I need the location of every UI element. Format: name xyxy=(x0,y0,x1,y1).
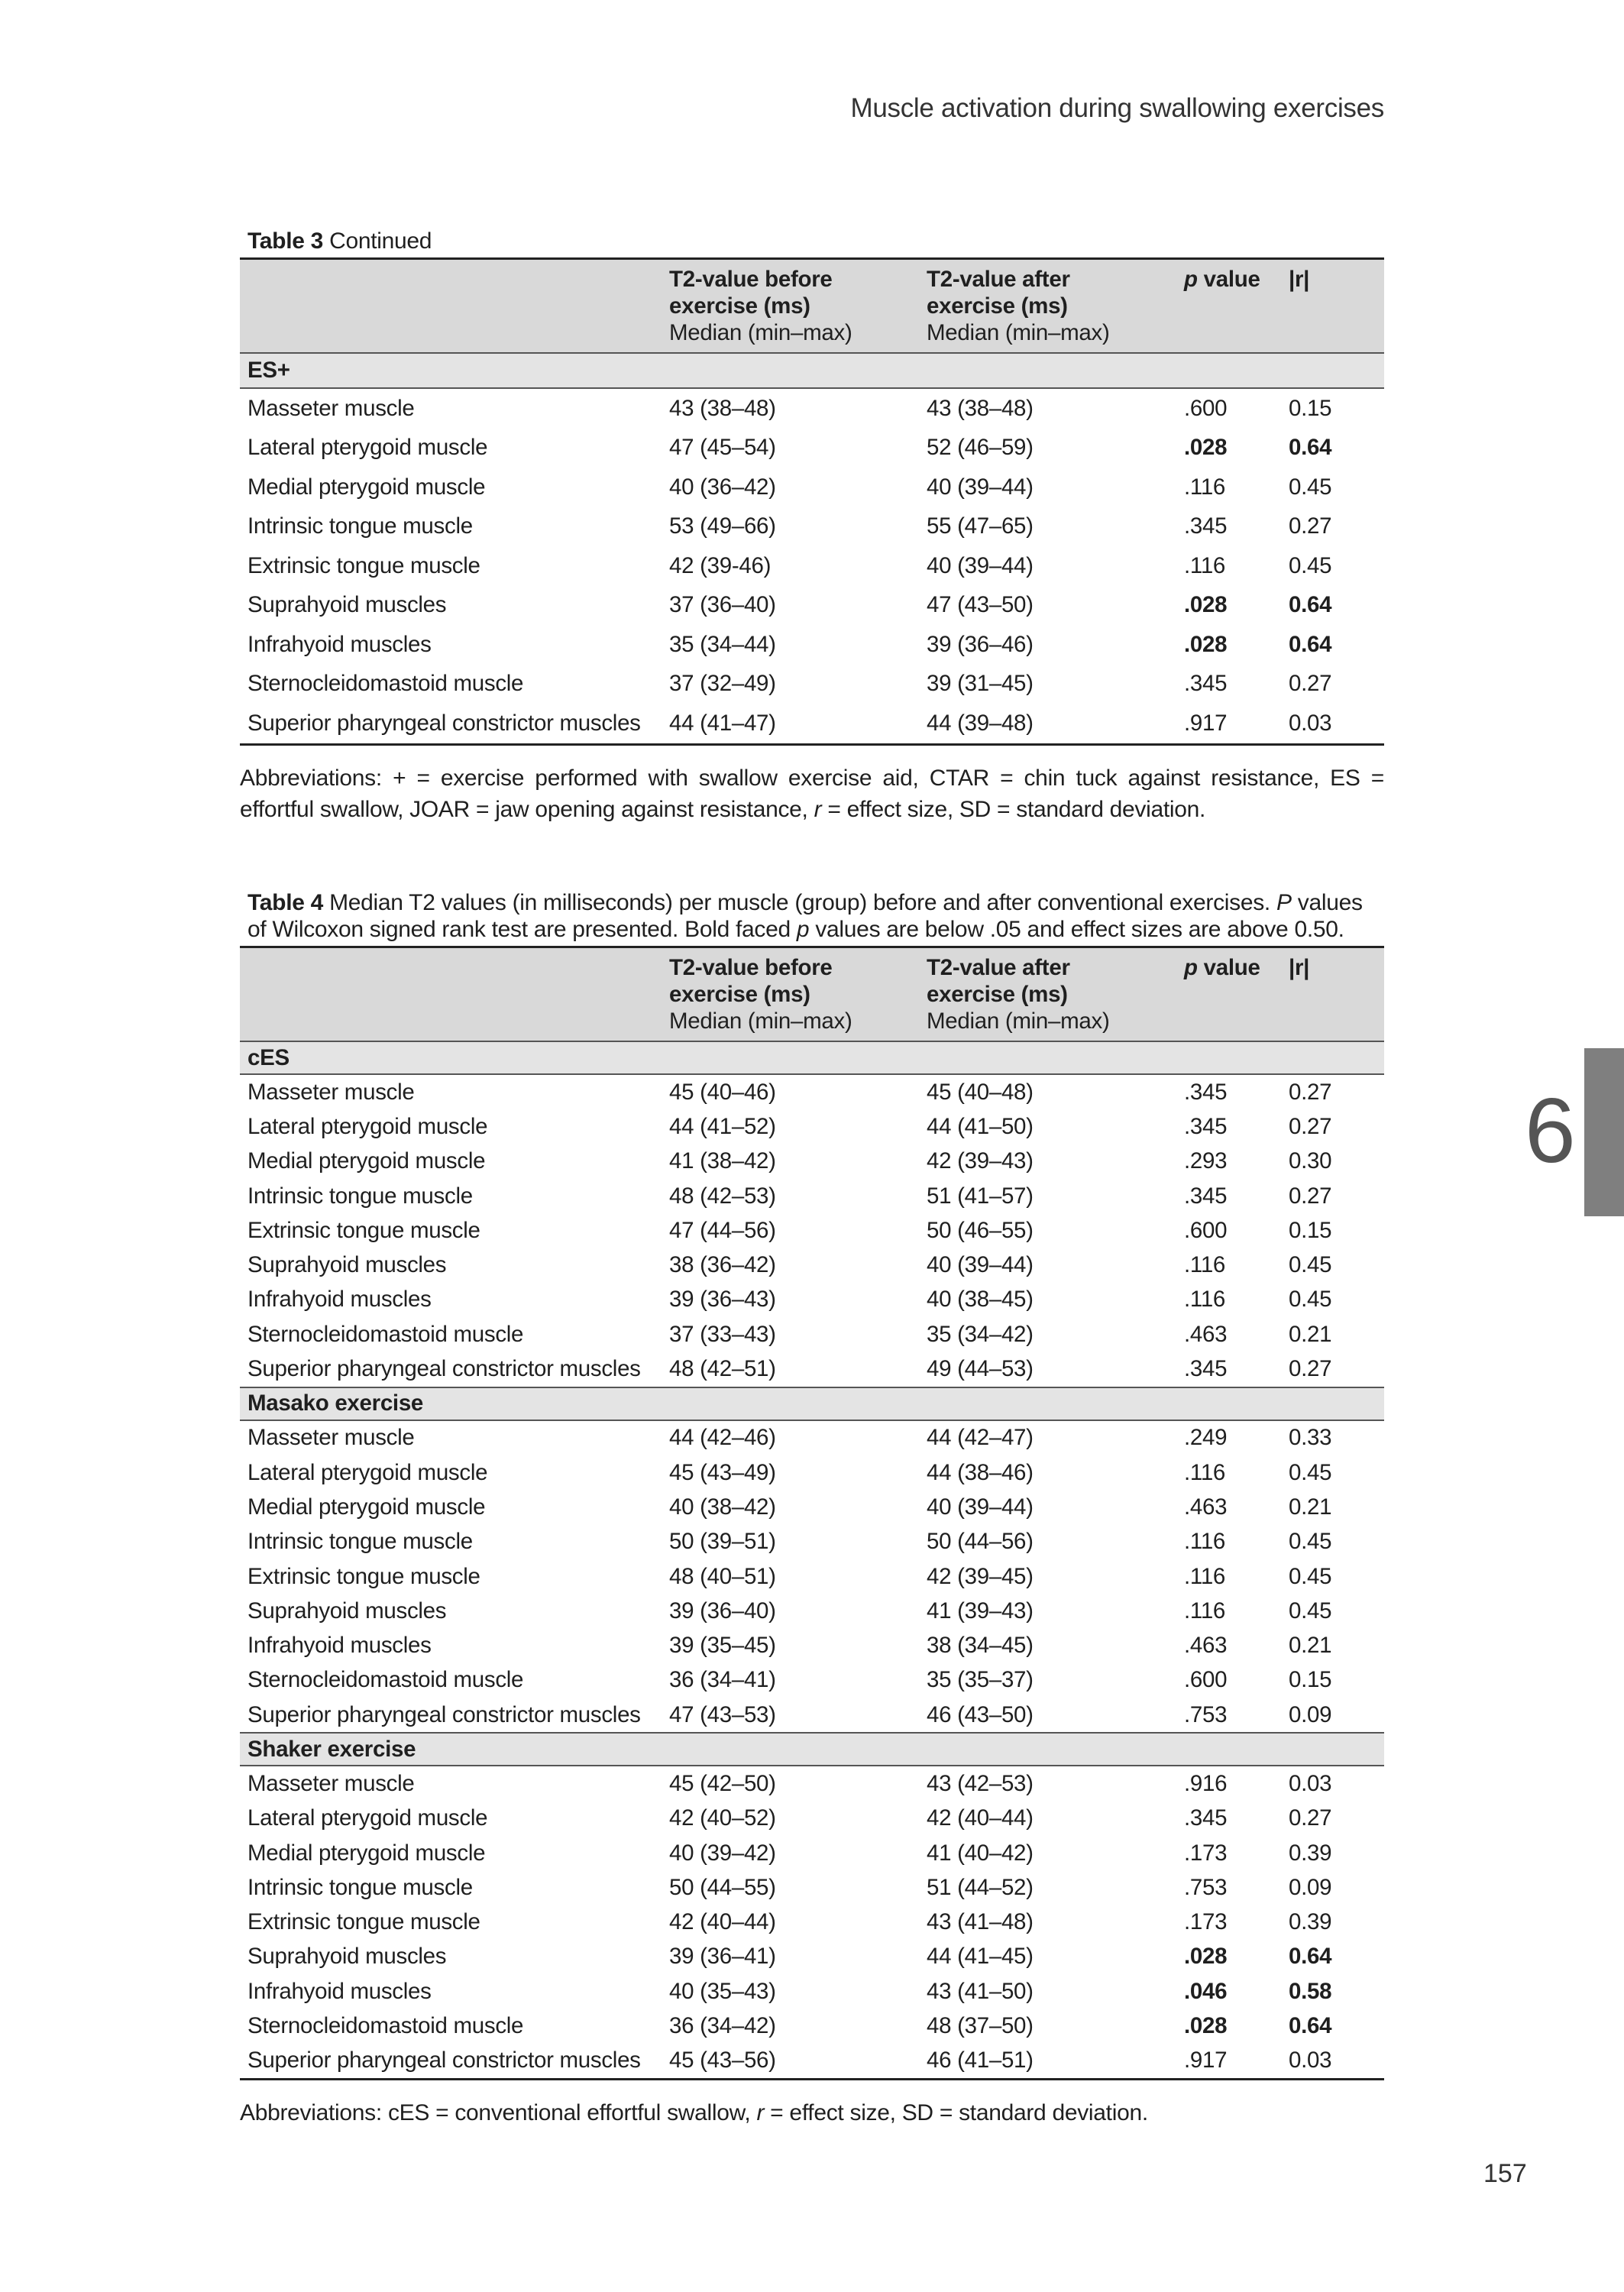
table-row xyxy=(240,1179,1384,1213)
cell-p-value: .753 xyxy=(1184,1701,1228,1727)
cell-muscle: Intrinsic tongue muscle xyxy=(247,1529,473,1555)
cell-effect-size: 0.09 xyxy=(1289,1874,1332,1900)
cell-muscle: Lateral pterygoid muscle xyxy=(247,1459,488,1485)
cell-after: 43 (41–48) xyxy=(927,1909,1034,1935)
cell-effect-size: 0.27 xyxy=(1289,1079,1332,1105)
cell-before: 40 (39–42) xyxy=(669,1840,776,1866)
group-label: Shaker exercise xyxy=(240,1733,1384,1766)
table-row xyxy=(240,388,1384,429)
cell-p-value: .116 xyxy=(1184,552,1226,578)
cell-after: 43 (41–50) xyxy=(927,1978,1034,2004)
cell-effect-size: 0.03 xyxy=(1289,1770,1332,1796)
table-row xyxy=(240,1213,1384,1248)
cell-effect-size: 0.03 xyxy=(1281,2044,1384,2080)
cell-after: 51 (44–52) xyxy=(927,1874,1034,1900)
cell-before: 42 (39-46) xyxy=(669,552,772,578)
cell-before: 40 (36–42) xyxy=(669,474,776,500)
cell-muscle: Superior pharyngeal constrictor muscles xyxy=(240,2044,662,2080)
table-4-abbreviations: Abbreviations: cES = conventional effortful swallow, r = effect size, SD = standard deviation. xyxy=(240,2100,1148,2126)
cell-p-value: .028 xyxy=(1184,2013,1228,2039)
cell-before: 53 (49–66) xyxy=(669,513,776,539)
table-row xyxy=(240,665,1384,704)
cell-muscle: Sternocleidomastoid muscle xyxy=(247,1321,524,1347)
cell-after: 44 (39–48) xyxy=(919,704,1176,744)
table-row xyxy=(240,625,1384,665)
cell-effect-size: 0.21 xyxy=(1289,1494,1332,1520)
cell-after: 40 (39–44) xyxy=(927,1494,1034,1520)
cell-p-value: .916 xyxy=(1184,1770,1228,1796)
cell-p-value: .917 xyxy=(1176,704,1281,744)
cell-effect-size: 0.64 xyxy=(1289,631,1332,657)
cell-after: 42 (39–45) xyxy=(927,1563,1034,1589)
header-p-value: p value xyxy=(1176,947,1281,1042)
table-row xyxy=(240,1559,1384,1594)
table-row xyxy=(240,1490,1384,1524)
chapter-number: 6 xyxy=(1525,1080,1576,1182)
table-row xyxy=(240,1698,1384,1733)
cell-after: 44 (41–50) xyxy=(927,1113,1034,1139)
cell-after: 40 (39–44) xyxy=(927,474,1034,500)
cell-after: 40 (39–44) xyxy=(927,552,1034,578)
cell-before: 37 (32–49) xyxy=(669,671,776,697)
cell-before: 37 (36–40) xyxy=(669,592,776,618)
cell-effect-size: 0.27 xyxy=(1289,513,1332,539)
table-4-header-row xyxy=(240,947,1384,1042)
table-row xyxy=(240,1663,1384,1698)
cell-muscle: Infrahyoid muscles xyxy=(247,631,432,657)
group-label: cES xyxy=(240,1041,1384,1074)
cell-p-value: .116 xyxy=(1184,1252,1226,1278)
cell-muscle: Intrinsic tongue muscle xyxy=(247,513,473,539)
table-row xyxy=(240,1594,1384,1628)
cell-before: 42 (40–44) xyxy=(669,1909,776,1935)
table-row xyxy=(240,1144,1384,1179)
cell-after: 40 (38–45) xyxy=(927,1287,1034,1313)
cell-muscle: Extrinsic tongue muscle xyxy=(247,1563,480,1589)
table-3-caption-text: Continued xyxy=(323,228,432,254)
cell-p-value: .173 xyxy=(1184,1840,1228,1866)
cell-effect-size: 0.33 xyxy=(1289,1425,1332,1451)
table-3-label: Table 3 xyxy=(247,228,324,254)
cell-effect-size: 0.21 xyxy=(1289,1633,1332,1659)
cell-after: 40 (39–44) xyxy=(927,1252,1034,1278)
group-label: ES+ xyxy=(240,353,1384,388)
table-row xyxy=(240,1802,1384,1836)
cell-after: 38 (34–45) xyxy=(927,1633,1034,1659)
table-row xyxy=(240,1940,1384,1974)
cell-effect-size: 0.64 xyxy=(1289,1944,1332,1970)
cell-before: 39 (36–43) xyxy=(669,1287,776,1313)
cell-before: 45 (40–46) xyxy=(669,1079,776,1105)
cell-after: 43 (42–53) xyxy=(927,1770,1034,1796)
table-row xyxy=(240,1283,1384,1317)
cell-muscle: Intrinsic tongue muscle xyxy=(247,1183,473,1209)
cell-muscle: Suprahyoid muscles xyxy=(247,1944,447,1970)
cell-muscle: Masseter muscle xyxy=(247,1425,415,1451)
table-row xyxy=(240,1974,1384,2009)
cell-after: 39 (36–46) xyxy=(927,631,1034,657)
cell-p-value: .116 xyxy=(1184,1598,1226,1624)
cell-effect-size: 0.21 xyxy=(1289,1321,1332,1347)
running-head: Muscle activation during swallowing exercises xyxy=(850,93,1384,123)
cell-muscle: Masseter muscle xyxy=(247,1079,415,1105)
cell-before: 36 (34–42) xyxy=(669,2013,776,2039)
header-effect-size: |r| xyxy=(1281,947,1384,1042)
table-3-body xyxy=(240,353,1384,744)
table-row xyxy=(240,507,1384,547)
group-row xyxy=(240,1041,1384,1074)
cell-effect-size: 0.15 xyxy=(1289,1667,1332,1693)
cell-p-value: .917 xyxy=(1176,2044,1281,2080)
table-row xyxy=(240,1905,1384,1940)
header-before: T2-value before exercise (ms) Median (min–max) xyxy=(662,259,919,354)
cell-p-value: .345 xyxy=(1184,1113,1228,1139)
cell-p-value: .753 xyxy=(1184,1874,1228,1900)
cell-before: 36 (34–41) xyxy=(669,1667,776,1693)
cell-effect-size: 0.27 xyxy=(1289,1356,1332,1382)
cell-p-value: .046 xyxy=(1184,1978,1228,2004)
chapter-tab xyxy=(1584,1048,1624,1216)
cell-p-value: .116 xyxy=(1184,1563,1226,1589)
group-row xyxy=(240,353,1384,388)
cell-p-value: .345 xyxy=(1184,1079,1228,1105)
cell-effect-size: 0.03 xyxy=(1281,704,1384,744)
cell-muscle: Infrahyoid muscles xyxy=(247,1287,432,1313)
cell-p-value: .249 xyxy=(1184,1425,1228,1451)
cell-effect-size: 0.27 xyxy=(1289,1183,1332,1209)
cell-muscle: Masseter muscle xyxy=(247,1770,415,1796)
cell-after: 45 (40–48) xyxy=(927,1079,1034,1105)
cell-after: 44 (41–45) xyxy=(927,1944,1034,1970)
header-muscle xyxy=(240,947,662,1042)
cell-p-value: .028 xyxy=(1184,631,1228,657)
cell-after: 44 (42–47) xyxy=(927,1425,1034,1451)
cell-muscle: Infrahyoid muscles xyxy=(247,1978,432,2004)
cell-muscle: Superior pharyngeal constrictor muscles xyxy=(247,1701,641,1727)
table-4-caption: Table 4 Median T2 values (in milliseconds) per muscle (group) before and after conventional exercises. P values of Wilcoxon signed rank test are presented. Bold faced p values are below .05 and effect sizes are above 0.50. xyxy=(247,890,1363,942)
table-row xyxy=(240,1870,1384,1905)
cell-effect-size: 0.27 xyxy=(1289,671,1332,697)
cell-p-value: .173 xyxy=(1184,1909,1228,1935)
cell-p-value: .116 xyxy=(1184,474,1226,500)
cell-effect-size: 0.39 xyxy=(1289,1840,1332,1866)
cell-before: 40 (35–43) xyxy=(669,1978,776,2004)
cell-muscle: Lateral pterygoid muscle xyxy=(247,1805,488,1831)
header-after: T2-value after exercise (ms) Median (min–max) xyxy=(919,259,1176,354)
table-row xyxy=(240,1525,1384,1559)
cell-p-value: .345 xyxy=(1184,1805,1228,1831)
cell-effect-size: 0.39 xyxy=(1289,1909,1332,1935)
table-row xyxy=(240,1836,1384,1870)
table-row xyxy=(240,429,1384,468)
cell-after: 39 (31–45) xyxy=(927,671,1034,697)
cell-p-value: .345 xyxy=(1184,1356,1228,1382)
cell-after: 51 (41–57) xyxy=(927,1183,1034,1209)
cell-before: 37 (33–43) xyxy=(669,1321,776,1347)
cell-before: 39 (36–41) xyxy=(669,1944,776,1970)
cell-after: 35 (34–42) xyxy=(927,1321,1034,1347)
table-3-grid xyxy=(240,257,1384,746)
header-effect-size: |r| xyxy=(1281,259,1384,354)
cell-effect-size: 0.64 xyxy=(1289,592,1332,618)
cell-before: 40 (38–42) xyxy=(669,1494,776,1520)
table-row xyxy=(240,1109,1384,1144)
cell-before: 47 (45–54) xyxy=(669,435,776,461)
table-3 xyxy=(240,228,1384,825)
cell-muscle: Extrinsic tongue muscle xyxy=(247,1909,480,1935)
group-label: Masako exercise xyxy=(240,1387,1384,1420)
cell-muscle: Suprahyoid muscles xyxy=(247,1598,447,1624)
cell-muscle: Sternocleidomastoid muscle xyxy=(247,1667,524,1693)
cell-effect-size: 0.45 xyxy=(1289,552,1332,578)
table-row xyxy=(240,1317,1384,1352)
cell-after: 46 (41–51) xyxy=(919,2044,1176,2080)
header-p-value: p value xyxy=(1176,259,1281,354)
cell-muscle: Suprahyoid muscles xyxy=(247,592,447,618)
cell-before: 47 (44–56) xyxy=(669,1217,776,1243)
cell-effect-size: 0.64 xyxy=(1289,2013,1332,2039)
cell-muscle: Lateral pterygoid muscle xyxy=(247,1113,488,1139)
cell-after: 50 (46–55) xyxy=(927,1217,1034,1243)
cell-before: 44 (42–46) xyxy=(669,1425,776,1451)
cell-before: 45 (43–49) xyxy=(669,1459,776,1485)
table-4-grid xyxy=(240,946,1384,2080)
cell-muscle: Masseter muscle xyxy=(247,395,415,421)
cell-p-value: .116 xyxy=(1184,1529,1226,1555)
cell-effect-size: 0.45 xyxy=(1289,1287,1332,1313)
cell-muscle: Superior pharyngeal constrictor muscles xyxy=(247,1356,641,1382)
cell-before: 39 (36–40) xyxy=(669,1598,776,1624)
cell-p-value: .600 xyxy=(1184,395,1228,421)
cell-p-value: .345 xyxy=(1184,671,1228,697)
cell-p-value: .463 xyxy=(1184,1321,1228,1347)
group-row xyxy=(240,1733,1384,1766)
table-row xyxy=(240,468,1384,507)
cell-effect-size: 0.45 xyxy=(1289,474,1332,500)
cell-before: 42 (40–52) xyxy=(669,1805,776,1831)
cell-effect-size: 0.45 xyxy=(1289,1252,1332,1278)
table-3-caption xyxy=(247,228,1384,254)
cell-before: 44 (41–47) xyxy=(662,704,919,744)
cell-effect-size: 0.45 xyxy=(1289,1563,1332,1589)
cell-muscle: Medial pterygoid muscle xyxy=(247,474,486,500)
cell-after: 41 (40–42) xyxy=(927,1840,1034,1866)
cell-p-value: .028 xyxy=(1184,592,1228,618)
table-row xyxy=(240,1074,1384,1109)
cell-p-value: .116 xyxy=(1184,1287,1226,1313)
cell-before: 41 (38–42) xyxy=(669,1148,776,1174)
cell-before: 39 (35–45) xyxy=(669,1633,776,1659)
cell-effect-size: 0.30 xyxy=(1289,1148,1332,1174)
cell-muscle: Medial pterygoid muscle xyxy=(247,1148,486,1174)
cell-before: 45 (42–50) xyxy=(669,1770,776,1796)
table-3-header-row xyxy=(240,259,1384,354)
cell-after: 42 (39–43) xyxy=(927,1148,1034,1174)
cell-after: 44 (38–46) xyxy=(927,1459,1034,1485)
cell-effect-size: 0.45 xyxy=(1289,1459,1332,1485)
cell-effect-size: 0.27 xyxy=(1289,1805,1332,1831)
table-row xyxy=(240,1352,1384,1387)
cell-after: 55 (47–65) xyxy=(927,513,1034,539)
table-row xyxy=(240,586,1384,626)
table-row xyxy=(240,2044,1384,2080)
cell-p-value: .293 xyxy=(1184,1148,1228,1174)
cell-after: 42 (40–44) xyxy=(927,1805,1034,1831)
cell-before: 50 (44–55) xyxy=(669,1874,776,1900)
cell-effect-size: 0.45 xyxy=(1289,1598,1332,1624)
cell-after: 46 (43–50) xyxy=(927,1701,1034,1727)
cell-p-value: .345 xyxy=(1184,513,1228,539)
cell-p-value: .116 xyxy=(1184,1459,1226,1485)
cell-effect-size: 0.09 xyxy=(1289,1701,1332,1727)
table-row xyxy=(240,546,1384,586)
table-row xyxy=(240,2009,1384,2043)
cell-effect-size: 0.58 xyxy=(1289,1978,1332,2004)
cell-p-value: .463 xyxy=(1184,1494,1228,1520)
group-row xyxy=(240,1387,1384,1420)
cell-effect-size: 0.15 xyxy=(1289,395,1332,421)
cell-muscle: Medial pterygoid muscle xyxy=(247,1494,486,1520)
cell-muscle: Extrinsic tongue muscle xyxy=(247,552,480,578)
cell-muscle: Intrinsic tongue muscle xyxy=(247,1874,473,1900)
header-before: T2-value before exercise (ms) Median (min–max) xyxy=(662,947,919,1042)
cell-p-value: .600 xyxy=(1184,1217,1228,1243)
table-4 xyxy=(240,889,1384,2129)
cell-p-value: .028 xyxy=(1184,1944,1228,1970)
cell-before: 48 (42–53) xyxy=(669,1183,776,1209)
header-after: T2-value after exercise (ms) Median (min–max) xyxy=(919,947,1176,1042)
cell-after: 35 (35–37) xyxy=(927,1667,1034,1693)
cell-muscle: Lateral pterygoid muscle xyxy=(247,435,488,461)
cell-muscle: Suprahyoid muscles xyxy=(247,1252,447,1278)
cell-before: 50 (39–51) xyxy=(669,1529,776,1555)
table-row xyxy=(240,1628,1384,1662)
cell-effect-size: 0.64 xyxy=(1289,435,1332,461)
table-row xyxy=(240,1420,1384,1455)
cell-effect-size: 0.27 xyxy=(1289,1113,1332,1139)
page-number: 157 xyxy=(1483,2159,1527,2188)
cell-muscle: Extrinsic tongue muscle xyxy=(247,1217,480,1243)
cell-p-value: .463 xyxy=(1184,1633,1228,1659)
cell-effect-size: 0.15 xyxy=(1289,1217,1332,1243)
cell-muscle: Infrahyoid muscles xyxy=(247,1633,432,1659)
table-row xyxy=(240,1455,1384,1490)
table-3-abbreviations: Abbreviations: + = exercise performed with swallow exercise aid, CTAR = chin tuck against resistance, ES = effortful swallow, JOAR = jaw opening against resistance, r = effect size, SD = standard deviation. xyxy=(240,765,1384,822)
cell-after: 48 (37–50) xyxy=(927,2013,1034,2039)
cell-muscle: Sternocleidomastoid muscle xyxy=(247,2013,524,2039)
cell-p-value: .345 xyxy=(1184,1183,1228,1209)
cell-after: 49 (44–53) xyxy=(927,1356,1034,1382)
cell-before: 38 (36–42) xyxy=(669,1252,776,1278)
cell-before: 48 (40–51) xyxy=(669,1563,776,1589)
header-muscle xyxy=(240,259,662,354)
cell-after: 52 (46–59) xyxy=(927,435,1034,461)
cell-after: 41 (39–43) xyxy=(927,1598,1034,1624)
cell-after: 43 (38–48) xyxy=(927,395,1034,421)
cell-before: 35 (34–44) xyxy=(669,631,776,657)
cell-before: 43 (38–48) xyxy=(669,395,776,421)
table-4-label: Table 4 xyxy=(247,890,324,915)
table-row xyxy=(240,704,1384,744)
cell-effect-size: 0.45 xyxy=(1289,1529,1332,1555)
cell-after: 50 (44–56) xyxy=(927,1529,1034,1555)
table-4-body xyxy=(240,1041,1384,2080)
cell-before: 48 (42–51) xyxy=(669,1356,776,1382)
cell-p-value: .600 xyxy=(1184,1667,1228,1693)
table-row xyxy=(240,1766,1384,1801)
cell-p-value: .028 xyxy=(1184,435,1228,461)
table-row xyxy=(240,1248,1384,1282)
cell-after: 47 (43–50) xyxy=(927,592,1034,618)
cell-muscle: Superior pharyngeal constrictor muscles xyxy=(240,704,662,744)
cell-before: 47 (43–53) xyxy=(669,1701,776,1727)
cell-before: 44 (41–52) xyxy=(669,1113,776,1139)
cell-before: 45 (43–56) xyxy=(662,2044,919,2080)
cell-muscle: Medial pterygoid muscle xyxy=(247,1840,486,1866)
cell-muscle: Sternocleidomastoid muscle xyxy=(247,671,524,697)
